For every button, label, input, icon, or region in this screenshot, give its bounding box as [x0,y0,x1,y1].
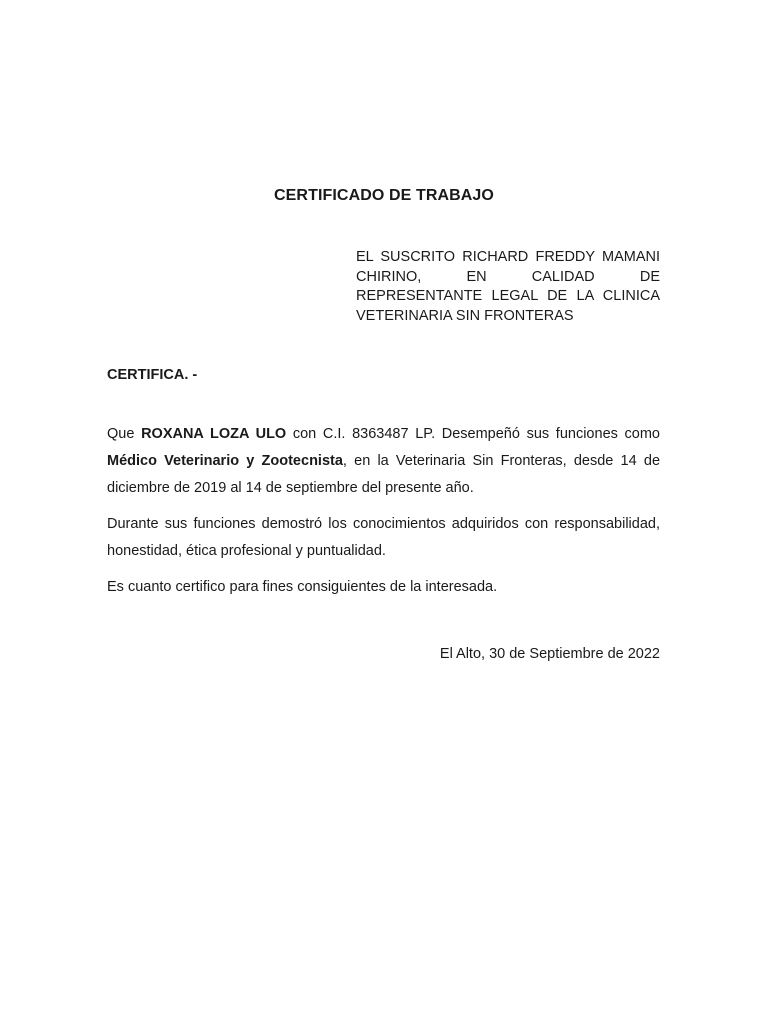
certifica-label: CERTIFICA. - [107,367,198,383]
paragraph-text-a: con C.I. 8363487 LP. Desempeñó sus funciones como [286,426,660,442]
employee-name: ROXANA LOZA ULO [141,426,287,442]
document-title: CERTIFICADO DE TRABAJO [274,187,494,204]
paragraph-text-b: , en la Veterinaria Sin Fronteras, desde 14 de diciembre de 2019 al 14 de septiembre del presente año. [107,453,661,496]
place-date: El Alto, 30 de Septiembre de 2022 [439,646,660,662]
paragraph-closing: Es cuanto certifico para fines consiguientes de la interesada. [107,579,498,595]
paragraph-prefix: Que [107,426,142,442]
header-statement: EL SUSCRITO RICHARD FREDDY MAMANI CHIRINO, EN CALIDAD DE REPRESENTANTE LEGAL DE LA CLINICA VETERINARIA SIN FRONTERAS [356,249,660,324]
employee-position: Médico Veterinario y Zootecnista [107,453,343,469]
paragraph-employment [107,421,660,502]
paragraph-performance: Durante sus funciones demostró los conocimientos adquiridos con responsabilidad, honestidad, ética profesional y puntualidad. [107,516,660,559]
